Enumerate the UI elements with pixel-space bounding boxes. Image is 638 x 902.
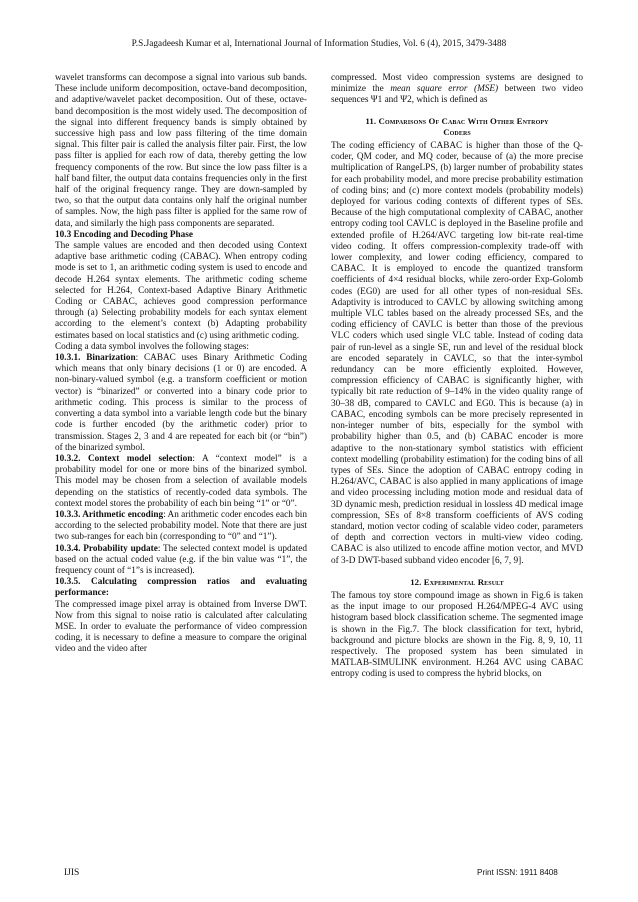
subsection-text: : The selected context model is updated based on the actual coded value (e.g. if the bin value was “1”, the frequency count of “1”s is increased). (55, 543, 307, 576)
subsection-probability-update (55, 544, 307, 578)
left-column (55, 73, 307, 656)
text-run: between two video sequences Ψ1 and Ψ2, which is defined as (331, 84, 583, 106)
paragraph-cabac-intro: The sample values are encoded and then decoded using Context adaptive base arithmetic coding (CABAC). When entropy coding mode is set to 1, an arithmetic coding system is used to encode and decode H.264 syntax elements. The arithmetic coding scheme selected for H.264, Context-based Adaptive Binary Arithmetic Coding or CABAC, achieves good compression performance through (a) Selecting probability models for each syntax element according to the element’s context (b) Adapting probability estimates based on local statistics and (c) using arithmetic coding. (55, 241, 307, 341)
paragraph-mse (331, 73, 583, 107)
subsection-text: : An arithmetic coder encodes each bin according to the selected probability model. Note that there are just two sub-ranges for each bin (corresponding to “0” and “1”). (55, 509, 308, 543)
text-run: compressed. Most video compression systems are designed to minimize the (331, 73, 583, 95)
subsection-arithmetic-encoding (55, 510, 307, 544)
subsection-binarization (55, 353, 307, 454)
footer-journal: IJIS (64, 868, 80, 878)
heading-line: 11. Comparisons Of Cabac With Other Entropy (365, 115, 549, 126)
subsection-text: : CABAC uses Binary Arithmetic Coding which means that only binary decisions (1 or 0) are encoded. A non-binary-valued symbol (e.g. a transform coefficient or motion vector) is “binarized” or converted into a binary code prior to arithmetic coding. This process is similar to the process of converting a data symbol into a variable length code but the binary code is further encoded (by the arithmetic coder) prior to transmission. Stages 2, 3 and 4 are repeated for each bit (or “bin”) of the binarized symbol. (55, 353, 307, 453)
paragraph-experimental-result: The famous toy store compound image as shown in Fig.6 is taken as the input image to our proposed H.264/MPEG-4 AVC using histogram based block classification scheme. The segmented image is shown in the Fig.7. The block classification for text, hybrid, background and picture blocks are shown in the Fig. 8, 9, 10, 11 respectively. The proposed system has been simulated in MATLAB-SIMULINK environment. H.264 AVC using CABAC entropy coding is used to compress the hybrid blocks, on (331, 590, 583, 680)
subsection-title: 10.3.3. Arithmetic encoding (55, 509, 164, 520)
right-column (331, 73, 583, 681)
subsection-title: 10.3.1. Binarization (55, 353, 136, 364)
emphasis-mse: mean square error (MSE) (390, 84, 499, 95)
subsection-title: 10.3.2. Context model selection (55, 453, 193, 464)
paragraph-stages: Coding a data symbol involves the following stages: (55, 341, 249, 352)
footer-issn: Print ISSN: 1911 8408 (477, 868, 558, 877)
paragraph-cabac-comparison: The coding efficiency of CABAC is higher than those of the Q-coder, QM coder, and MQ coder, because of (a) the more precise multiplication of RangeLPS, (b) larger number of probability states for each probability model, and more precise probability estimation of coding bins; and (c) more context models (probability models) deployed for various coding contexts of different types of SEs. Because of the high computational complexity of CABAC, another entropy coding tool CAVLC is deployed in the Baseline profile and extended profile of H.264/AVC targeting low bit-rate real-time video coding. It offers compression-complexity trade-off with lower complexity, and lower coding efficiency, compared to CABAC. It is employed to encode the quantized transform coefficients of 4×4 residual blocks, while zero-order Exp-Golomb codes (EG0) are used for all other types of non-residual SEs. Adaptivity is introduced to CAVLC by allowing switching among multiple VLC tables based on the already processed SEs, and the coding efficiency of CAVLC is better than those of the previous VLC coders which used single VLC table. Instead of coding data pair of run-level as a single SE, run and level of the residual block are encoded separately in CAVLC, so that the inter-symbol redundancy can be more efficiently exploited. However, compression efficiency of CABAC is significantly higher, with typically bit rate reduction of 9–14% in the video quality range of 30–38 dB, compared to CAVLC and EG0. This is because (a) in CABAC, encoding symbols can be more precisely represented in non-integer number of bits, especially for the symbol with probability higher than 0.5, and (b) CABAC encoder is more adaptive to the non-stationary symbol statistics with efficient context modelling (probability estimation) for the coding bins of all types of SEs. Since the adoption of CABAC entropy coding in H.264/AVC, CABAC is also applied in many applications of image and video processing including motion mode and residual data of 3D dynamic mesh, prediction residual in lossless 4D medical image compression, SEs of 8×8 transform coefficients of AVS coding standard, motion vector coding of scalable video coder, parameters of depth and correction vectors in multi-view video coding. CABAC is also utilized to encode affine motion vector, and MVD of 3-D DWT-based subband video encoder [6, 7, 9]. (331, 141, 583, 566)
section-12-heading: 12. Experimental Result (410, 576, 504, 587)
subsection-context-model (55, 454, 307, 510)
section-10-3-title: 10.3 Encoding and Decoding Phase (55, 229, 194, 240)
subsection-text: : A “context model” is a probability model for one or more bins of the binarized symbol. This model may be chosen from a selection of available models depending on the statistics of recently-coded data symbols. The context model stores the probability of each bin being “1” or “0”. (55, 453, 307, 509)
paragraph-wavelet: wavelet transforms can decompose a signal into various sub bands. These include uniform decomposition, octave-band decomposition, and adaptive/wavelet packet decomposition. Out of these, octave-band decomposition is the most widely used. The decomposition of the signal into different frequency bands is simply obtained by successive high pass and low pass filtering of the time domain signal. This filter pair is called the analysis filter pair. First, the low pass filter is applied for each row of data, thereby getting the low frequency components of the row. But since the low pass filter is a half band filter, the output data contains frequencies only in the first half of the original frequency range. They are down-sampled by two, so that the output data contains only half the original number of samples. Now, the high pass filter is applied for the same row of data, and similarly the high pass components are separated. (55, 73, 307, 229)
section-11-heading (331, 116, 583, 138)
running-header: P.S.Jagadeesh Kumar et al, International Journal of Information Studies, Vol. 6 (4), 2015, 3479-3488 (131, 38, 507, 48)
subsection-title: 10.3.4. Probability update (55, 543, 158, 554)
subsection-compression-ratios-title: 10.3.5. Calculating compression ratios and evaluating performance: (55, 577, 307, 599)
paragraph-compressed-pixel-array: The compressed image pixel array is obtained from Inverse DWT. Now from this signal to noise ratio is calculated after calculating MSE. In order to evaluate the performance of video compression coding, it is necessary to define a measure to compare the original video and the video after (55, 599, 307, 655)
heading-line: Coders (443, 126, 471, 137)
